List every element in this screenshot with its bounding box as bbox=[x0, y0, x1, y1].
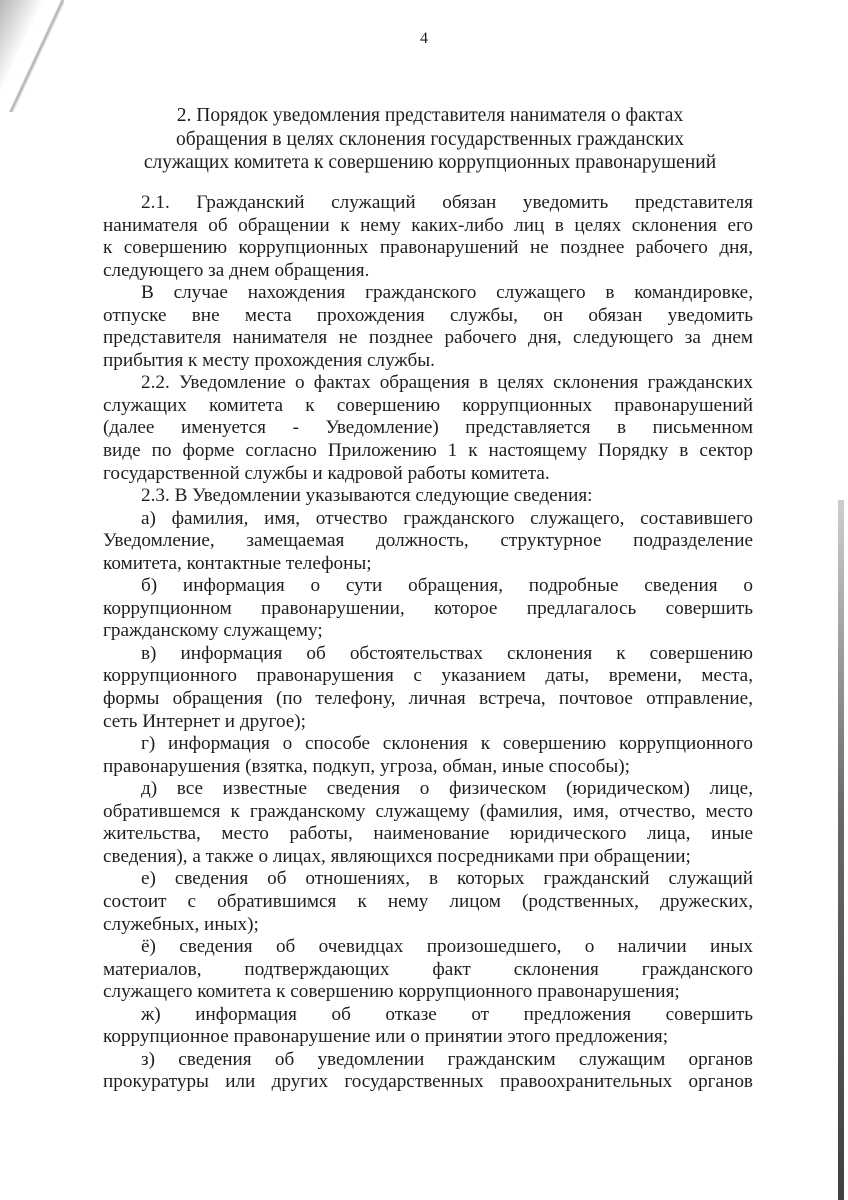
text-line: 2.2. Уведомление о фактах обращения в целях склонения гражданских bbox=[141, 372, 753, 394]
text-line: коррупционном правонарушении, которое предлагалось совершить bbox=[103, 597, 753, 619]
text-line: отпуске вне места прохождения службы, он обязан уведомить bbox=[103, 304, 753, 326]
text-line: ж) информация об отказе от предложения совершить bbox=[141, 1003, 753, 1025]
scan-artifact-edge bbox=[838, 500, 844, 1200]
heading-line: 2. Порядок уведомления представителя нанимателя о фактах bbox=[176, 105, 684, 126]
text-line: д) все известные сведения о физическом (юридическом) лице, bbox=[141, 778, 753, 800]
paragraph-item-v bbox=[103, 643, 753, 733]
paragraph-item-zh bbox=[103, 1004, 753, 1049]
text-line: государственной службы и кадровой работы комитета. bbox=[103, 462, 550, 484]
text-line: прибытия к месту прохождения службы. bbox=[103, 349, 435, 371]
text-line: коррупционного правонарушения с указанием даты, времени, места, bbox=[103, 665, 753, 687]
text-line: В случае нахождения гражданского служащего в командировке, bbox=[141, 282, 753, 304]
text-line: представителя нанимателя не позднее рабочего дня, следующего за днем bbox=[103, 327, 753, 349]
document-body bbox=[103, 192, 753, 1094]
text-line: состоит с обратившимся к нему лицом (родственных, дружеских, bbox=[103, 890, 753, 912]
text-line: (далее именуется - Уведомление) представляется в письменном bbox=[103, 417, 753, 439]
text-line: б) информация о сути обращения, подробные сведения о bbox=[141, 575, 753, 597]
paragraph-p-2-3 bbox=[103, 485, 753, 508]
text-line: к совершению коррупционных правонарушений не позднее рабочего дня, bbox=[103, 237, 753, 259]
heading-line: обращения в целях склонения государственных гражданских bbox=[175, 128, 685, 150]
text-line: прокуратуры или других государственных правоохранительных органов bbox=[103, 1071, 753, 1093]
text-line: правонарушения (взятка, подкуп, угроза, обман, иные способы); bbox=[103, 755, 631, 777]
paragraph-p-2-1 bbox=[103, 192, 753, 282]
text-line: виде по форме согласно Приложению 1 к настоящему Порядку в сектор bbox=[103, 440, 753, 462]
text-line: Уведомление, замещаемая должность, структурное подразделение bbox=[103, 530, 753, 552]
paragraph-p-2-2 bbox=[103, 372, 753, 485]
text-line: ё) сведения об очевидцах произошедшего, о наличии иных bbox=[141, 936, 753, 958]
text-line: е) сведения об отношениях, в которых гражданский служащий bbox=[141, 868, 753, 890]
text-line: служащего комитета к совершению коррупционного правонарушения; bbox=[103, 981, 680, 1003]
text-line: сведения), а также о лицах, являющихся посредниками при обращении; bbox=[103, 845, 691, 867]
scan-artifact-corner bbox=[0, 0, 64, 112]
paragraph-item-e bbox=[103, 868, 753, 936]
paragraph-item-yo bbox=[103, 936, 753, 1004]
page-number: 4 bbox=[420, 30, 428, 47]
text-line: нанимателя об обращении к нему каких-либо лиц в целях склонения его bbox=[103, 214, 753, 236]
paragraph-item-b bbox=[103, 575, 753, 643]
text-line: з) сведения об уведомлении гражданским служащим органов bbox=[141, 1048, 753, 1070]
text-line: комитета, контактные телефоны; bbox=[103, 552, 372, 574]
heading-line: служащих комитета к совершению коррупционных правонарушений bbox=[143, 152, 717, 173]
paragraph-p-business-trip bbox=[103, 282, 753, 372]
text-line: формы обращения (по телефону, личная встреча, почтовое отправление, bbox=[103, 688, 753, 710]
text-line: г) информация о способе склонения к совершению коррупционного bbox=[141, 733, 753, 755]
text-line: следующего за днем обращения. bbox=[103, 259, 370, 281]
text-line: коррупционное правонарушение или о принятии этого предложения; bbox=[103, 1026, 669, 1048]
text-line: сеть Интернет и другое); bbox=[103, 710, 307, 732]
text-line: материалов, подтверждающих факт склонения гражданского bbox=[103, 958, 753, 980]
text-line: обратившемся к гражданскому служащему (фамилия, имя, отчество, место bbox=[103, 800, 753, 822]
section-heading bbox=[100, 104, 760, 175]
paragraph-item-d bbox=[103, 778, 753, 868]
paragraph-item-g bbox=[103, 733, 753, 778]
text-line: служащих комитета к совершению коррупционных правонарушений bbox=[103, 394, 753, 416]
text-line: гражданскому служащему; bbox=[103, 620, 323, 642]
text-line: 2.3. В Уведомлении указываются следующие сведения: bbox=[141, 485, 593, 507]
text-line: служебных, иных); bbox=[103, 913, 259, 935]
paragraph-item-z bbox=[103, 1049, 753, 1094]
text-line: жительства, место работы, наименование юридического лица, иные bbox=[103, 823, 753, 845]
text-line: 2.1. Гражданский служащий обязан уведомить представителя bbox=[141, 192, 753, 213]
text-line: а) фамилия, имя, отчество гражданского служащего, составившего bbox=[141, 507, 753, 529]
paragraph-item-a bbox=[103, 508, 753, 576]
text-line: в) информация об обстоятельствах склонения к совершению bbox=[141, 642, 753, 664]
